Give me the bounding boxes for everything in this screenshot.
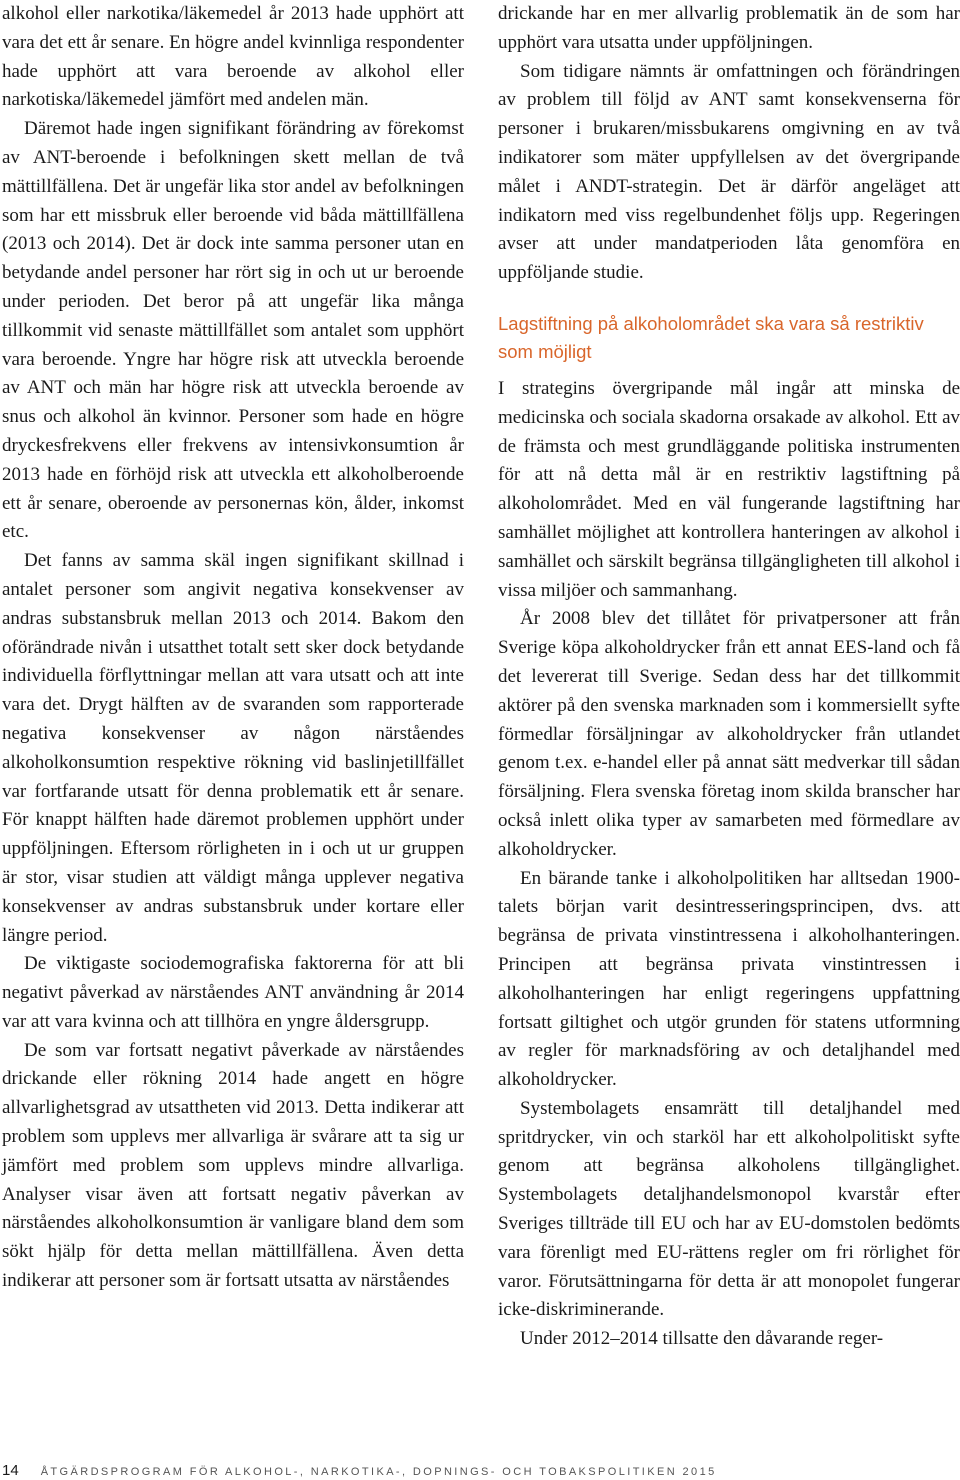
body-paragraph: Det fanns av samma skäl ingen signifikant skillnad i antalet personer som angivit negativa konsekvenser av andras substansbruk mellan 2013 och 2014. Bakom den oförändrade nivån i utsatthet totalt sett sker dock betydande individuella förflyttningar mellan att vara utsatt och att inte vara det. Drygt hälften av de svaranden som rapporterade negativa konsekvenser av någon närståendes alkoholkonsumtion respektive rökning vid baslinjetillfället var fortfarande utsatt för denna problematik ett år senare. För knappt hälften hade däremot problemen upphört under uppföljningen. Eftersom rörligheten in i och ut ur gruppen är stor, visar studien att väldigt många upplever negativa konsekvenser av andras substansbruk under kortare eller längre period. — [2, 550, 464, 946]
page-footer — [2, 1462, 717, 1479]
page-number: 14 — [2, 1462, 19, 1479]
body-paragraph: I strategins övergripande mål ingår att minska de medicinska och sociala skadorna orsakade av alkohol. Ett av de främsta och mest grundläggande politiska instrumenten för att nå detta mål är en restriktiv lagstiftning på alkoholområdet. Med en väl fungerande lagstiftning har samhället möjlighet att kontrollera hanteringen av alkohol i samhället och särskilt begränsa tillgängligheten till alkohol i vissa miljöer och sammanhang. — [498, 377, 960, 601]
body-paragraph: År 2008 blev det tillåtet för privatpersoner att från Sverige köpa alkoholdrycker från ett annat EES-land och få det levererat till Sverige. Sedan dess har det tillkommit aktörer på den svenska marknaden som i kommersiellt syfte förmedlar försäljningar av alkoholdrycker från utlandet genom t.ex. e-handel eller på annat sätt medverkar till sådan försäljning. Flera svenska företag inom skilda branscher har också inlett olika typer av samarbeten med förmedlare av alkoholdrycker. — [498, 608, 960, 860]
body-paragraph: Däremot hade ingen signifikant förändring av förekomst av ANT-beroende i befolkningen skett mellan de två mättillfällena. Det är ungefär lika stor andel av befolkningen som har ett missbruk eller beroende vid båda mättillfällena (2013 och 2014). Det är dock inte samma personer utan en betydande andel personer har rört sig in och ut ur beroende under perioden. Det beror på att ungefär lika många tillkommit vid senaste mättillfället som antalet som upphört vara beroende. Yngre har högre risk att utveckla beroende av ANT och män har högre risk att utveckla beroende av snus och alkohol än kvinnor. Personer som hade en högre dryckesfrekvens eller frekvens av intensivkonsumtion år 2013 hade en förhöjd risk att utveckla ett alkoholberoende ett år senare, oberoende av personernas kön, ålder, inkomst etc. — [2, 118, 464, 543]
left-column — [2, 0, 464, 1296]
section-heading: Lagstiftning på alkoholområdet ska vara så restriktiv som möjligt — [498, 312, 924, 362]
body-paragraph: Under 2012–2014 tillsatte den dåvarande reger- — [520, 1328, 884, 1350]
body-paragraph: En bärande tanke i alkoholpolitiken har alltsedan 1900-talets början varit desintresseringsprincipen, dvs. att begränsa de privata vinstintressena i alkoholhanteringen. Principen att begränsa privata vinstintressen i alkoholhanteringen har enligt regeringens uppfattning fortsatt giltighet och utgör grunden för statens utformning av regler för marknadsföring av och detaljhandel med alkoholdrycker. — [498, 867, 960, 1091]
body-paragraph: alkohol eller narkotika/läkemedel år 2013 hade upphört att vara det ett år senare. En högre andel kvinnliga respondenter hade upphört att vara beroende av alkohol eller narkotiska/läkemedel jämfört med andelen män. — [2, 3, 464, 111]
body-paragraph: Som tidigare nämnts är omfattningen och förändringen av problem till följd av ANT samt konsekvenserna för personer i brukaren/missbukarens omgivning en av två indikatorer som mäter uppfyllelsen av det övergripande målet i ANDT-strategin. Det är därför angeläget att indikatorn med viss regelbundenhet följs upp. Regeringen avser att under mandatperioden låta genomföra en uppföljande studie. — [498, 60, 960, 284]
body-paragraph: De som var fortsatt negativt påverkade av närståendes drickande eller rökning 2014 hade angett en högre allvarlighetsgrad av utsattheten vid 2013. Detta indikerar att problem som upplevs mer allvarliga är svårare att ta sig ur jämfört med problem som upplevs mindre allvarliga. Analyser visar även att fortsatt negativ påverkan av närståendes alkoholkonsumtion är vanligare bland dem som sökt hjälp för detta mellan mättillfällena. Även detta indikerar att personer som är fortsatt utsatta av närståendes — [2, 1039, 464, 1292]
running-title: ÅTGÄRDSPROGRAM FÖR ALKOHOL-, NARKOTIKA-, DOPNINGS- OCH TOBAKSPOLITIKEN 2015 — [40, 1466, 717, 1478]
right-column — [498, 0, 960, 1354]
body-paragraph: Systembolagets ensamrätt till detaljhandel med spritdrycker, vin och starköl har ett alkoholpolitiskt syfte genom att begränsa alkoholens tillgänglighet. Systembolagets detaljhandelsmonopol kvarstår efter Sveriges tillträde till EU och har av EU-domstolen bedömts vara förenligt med EU-rättens regler om fri rörlighet för varor. Förutsättningarna för detta är att monopolet fungerar icke-diskriminerande. — [498, 1097, 960, 1321]
body-paragraph: De viktigaste sociodemografiska faktorerna för att bli negativt påverkad av närståendes ANT användning år 2014 var att vara kvinna och att tillhöra en yngre åldersgrupp. — [2, 953, 464, 1032]
body-paragraph: drickande har en mer allvarlig problematik än de som har upphört vara utsatta under uppföljningen. — [498, 3, 960, 53]
